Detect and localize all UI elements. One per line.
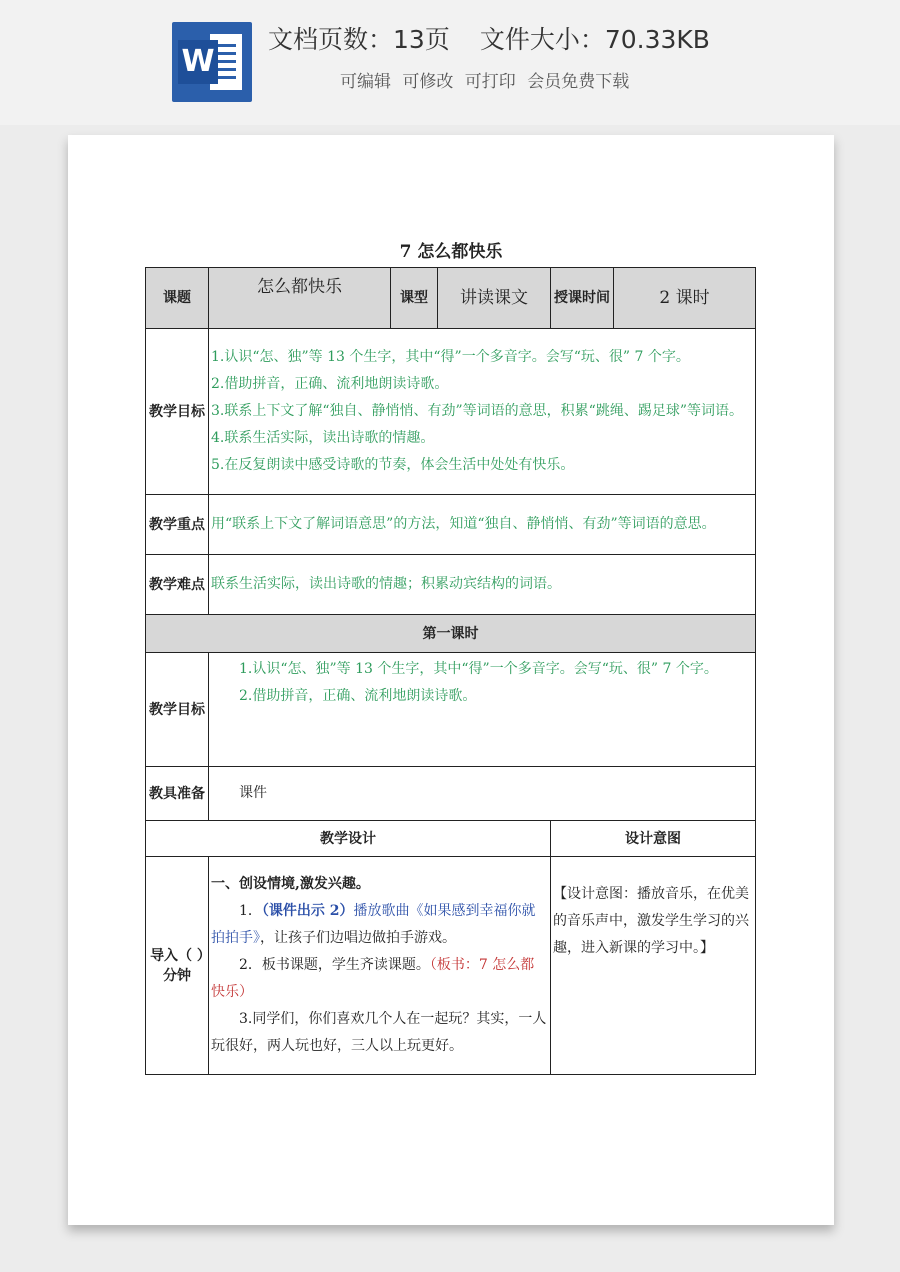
goal-item: 5.在反复朗读中感受诗歌的节奏，体会生活中处处有快乐。 <box>211 457 575 473</box>
song-note: 播放歌曲《如果感到幸福你就拍拍手》 <box>211 903 536 946</box>
board-note: （板书：7 怎么都快乐） <box>211 957 535 1000</box>
goals-row <box>146 329 756 495</box>
goal-item: 1.认识“怎、独”等 13 个生字，其中“得”一个多音字。会写“玩、很” 7 个字。 <box>211 349 690 365</box>
intro-step-3: 3.同学们，你们喜欢几个人在一起玩？其实，一人玩很好，两人玩也好，三人以上玩更好。 <box>211 1011 547 1054</box>
materials-label: 教具准备 <box>146 767 209 821</box>
materials-value: 课件 <box>209 767 756 821</box>
size-value: 70.33KB <box>604 25 710 54</box>
goals-label: 教学目标 <box>146 329 209 495</box>
difficulties-row <box>146 555 756 615</box>
intro-step-1 <box>211 898 548 952</box>
goal-item: 3.联系上下文了解“独自、静悄悄、有劲”等词语的意思，积累“跳绳、踢足球”等词语。 <box>211 403 743 419</box>
topic-label: 课题 <box>146 268 209 329</box>
intro-heading: 一、创设情境,激发兴趣。 <box>211 876 370 892</box>
feature-list: 可编辑 可修改 可打印 会员免费下载 <box>340 72 630 92</box>
pages-label: 文档页数： <box>268 25 394 54</box>
document-title: 7 怎么都快乐 <box>399 242 503 262</box>
lesson1-goals-content <box>209 653 756 767</box>
lesson1-goals-label: 教学目标 <box>146 653 209 767</box>
lesson1-goal-item: 1.认识“怎、独”等 13 个生字，其中“得”一个多音字。会写“玩、很” 7 个字。 <box>239 661 718 677</box>
pages-value: 13页 <box>393 25 450 54</box>
lesson1-goals-row <box>146 653 756 767</box>
intro-row <box>146 857 756 1075</box>
key-points-row <box>146 495 756 555</box>
type-value: 讲读课文 <box>438 268 551 329</box>
intro-content <box>209 857 551 1075</box>
difficulties-label: 教学难点 <box>146 555 209 615</box>
design-intent: 【设计意图：播放音乐，在优美的音乐声中，激发学生学习的兴趣，进入新课的学习中。】 <box>551 857 756 1075</box>
topic-value: 怎么都快乐 <box>209 268 391 329</box>
design-header: 教学设计 <box>146 821 551 857</box>
document-page <box>68 135 834 1225</box>
goal-item: 4.联系生活实际，读出诗歌的情趣。 <box>211 430 435 446</box>
file-meta <box>268 20 788 56</box>
lesson1-goal-item: 2.借助拼音，正确、流利地朗读诗歌。 <box>239 688 477 704</box>
goal-item: 2.借助拼音，正确、流利地朗读诗歌。 <box>211 376 449 392</box>
intent-header: 设计意图 <box>551 821 756 857</box>
step1-rest: ，让孩子们边唱边做拍手游戏。 <box>260 930 456 946</box>
intro-label: 导入（ ）分钟 <box>146 857 209 1075</box>
size-label: 文件大小： <box>479 25 605 54</box>
key-points-label: 教学重点 <box>146 495 209 555</box>
lesson1-title-row <box>146 615 756 653</box>
step1-prefix: 1． <box>239 903 262 919</box>
courseware-note: （课件出示 2） <box>261 903 354 919</box>
word-document-icon <box>172 22 252 102</box>
logo-letter: W <box>178 40 218 84</box>
goals-content <box>209 329 756 495</box>
intro-step-2 <box>211 952 548 1006</box>
key-points-text: 用“联系上下文了解词语意思”的方法，知道“独自、静悄悄、有劲”等词语的意思。 <box>209 495 756 555</box>
download-banner <box>0 0 900 125</box>
header-row <box>146 268 756 329</box>
lesson-plan-table <box>145 267 756 1075</box>
design-header-row <box>146 821 756 857</box>
type-label: 课型 <box>391 268 438 329</box>
lesson1-title: 第一课时 <box>146 615 756 653</box>
time-value: 2 课时 <box>614 268 756 329</box>
materials-row <box>146 767 756 821</box>
step2-text: 2．板书课题，学生齐读课题。 <box>239 957 430 973</box>
time-label: 授课时间 <box>551 268 614 329</box>
difficulties-text: 联系生活实际，读出诗歌的情趣；积累动宾结构的词语。 <box>209 555 756 615</box>
